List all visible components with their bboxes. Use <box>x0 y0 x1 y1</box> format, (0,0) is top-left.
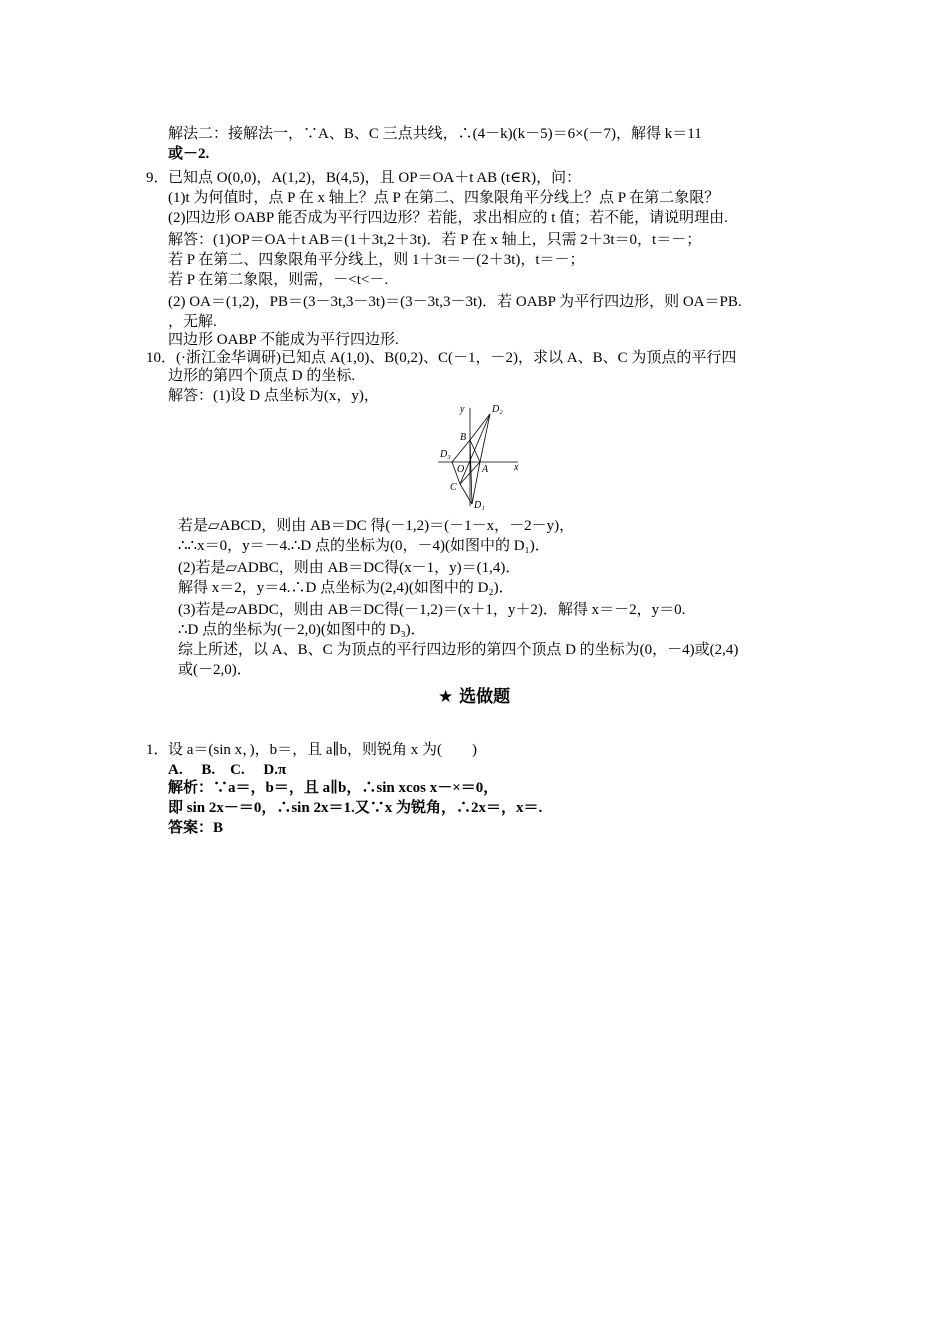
answer-10-line-9: 或(－2,0)． <box>178 662 252 678</box>
label-d2: D₂ <box>492 404 503 415</box>
answer-9-line-2: 若 P 在第二、四象限角平分线上，则 1＋3t＝－(2＋3t)，t＝－； <box>168 252 585 268</box>
label-d3: D₃ <box>440 449 451 460</box>
answer-9-line-4: (2) OA＝(1,2)，PB＝(3－3t,3－3t)＝(3－3t,3－3t)．若 OABP 为平行四边形，则 OA＝PB. <box>168 294 742 310</box>
answer-10-line-4: (2)若是▱ADBC，则由 AB＝DC得(x－1，y)＝(1,4)． <box>178 560 521 576</box>
answer-10-line-5: 解得 x＝2，y＝4.∴D 点坐标为(2,4)(如图中的 D₂)． <box>178 580 514 596</box>
section-heading: ★ 选做题 <box>438 687 511 707</box>
question-10-line-1: (·浙江金华调研)已知点 A(1,0)、B(0,2)、C(－1，－2)，求以 A、B、C 为顶点的平行四 <box>176 350 737 366</box>
parallelogram-figure <box>432 400 528 512</box>
optional-question-1-answer: 答案：B <box>168 820 224 836</box>
optional-question-1-analysis-1: 解析：∵a＝，b＝，且 a∥b，∴sin xcos x－×＝0， <box>168 780 499 796</box>
label-b: B <box>460 432 467 443</box>
line-2: 或－2. <box>168 146 210 162</box>
question-9-part-1: (1)t 为何值时，点 P 在 x 轴上？点 P 在第二、四象限角平分线上？点 P 在第二象限？ <box>168 190 720 206</box>
question-9-text: 已知点 O(0,0)，A(1,2)，B(4,5)，且 OP＝OA＋t AB (t∈R)，问： <box>168 170 582 186</box>
line-1: 解法二：接解法一，∵A、B、C 三点共线，∴(4－k)(k－5)＝6×(－7)，解得 k＝11 <box>168 126 702 142</box>
answer-10-line-7: ∴D 点的坐标为(－2,0)(如图中的 D₃)． <box>178 622 426 638</box>
answer-9-line-3: 若 P 在第二象限，则需，－<t<－. <box>168 272 389 288</box>
label-y: y <box>460 404 465 415</box>
answer-9-line-6: 四边形 OABP 不能成为平行四边形. <box>168 332 399 348</box>
question-9-number: 9． <box>146 170 169 186</box>
label-a: A <box>482 464 489 475</box>
answer-10-line-3: ∴∴x＝0，y＝－4.∴D 点的坐标为(0，－4)(如图中的 D₁)． <box>178 538 550 554</box>
label-c: C <box>450 482 457 493</box>
question-9-part-2: (2)四边形 OABP 能否成为平行四边形？若能，求出相应的 t 值；若不能，请说明理由. <box>168 210 728 226</box>
answer-10-line-6: (3)若是▱ABDC，则由 AB＝DC得(－1,2)＝(x＋1，y＋2)．解得 x＝－2，y＝0. <box>178 602 686 618</box>
answer-9-line-5: ，无解. <box>168 314 217 330</box>
label-o: O <box>457 464 465 475</box>
answer-10-line-1: 解答：(1)设 D 点坐标为(x，y)， <box>168 388 379 404</box>
label-x: x <box>514 462 519 473</box>
optional-question-1-analysis-2: 即 sin 2x－＝0，∴sin 2x＝1.又∵x 为锐角，∴2x＝，x＝. <box>168 800 543 816</box>
answer-9-line-1: 解答：(1)OP＝OA＋t AB＝(1＋3t,2＋3t)．若 P 在 x 轴上，只需 2＋3t＝0，t＝－； <box>168 232 702 248</box>
answer-10-line-2: 若是▱ABCD，则由 AB＝DC 得(－1,2)＝(－1－x，－2－y)， <box>178 518 575 534</box>
question-10-line-2: 边形的第四个顶点 D 的坐标. <box>168 368 356 384</box>
optional-question-1-text: 设 a＝(sin x，)，b＝，且 a∥b，则锐角 x 为( ) <box>168 742 477 758</box>
optional-question-1-options: A. B. C. D.π <box>168 762 287 778</box>
answer-10-line-8: 综上所述，以 A、B、C 为顶点的平行四边形的第四个顶点 D 的坐标为(0，－4)或(2,4) <box>178 642 739 658</box>
question-10-number: 10． <box>146 350 177 366</box>
optional-question-1-number: 1． <box>146 742 169 758</box>
label-d1: D₁ <box>474 500 485 511</box>
